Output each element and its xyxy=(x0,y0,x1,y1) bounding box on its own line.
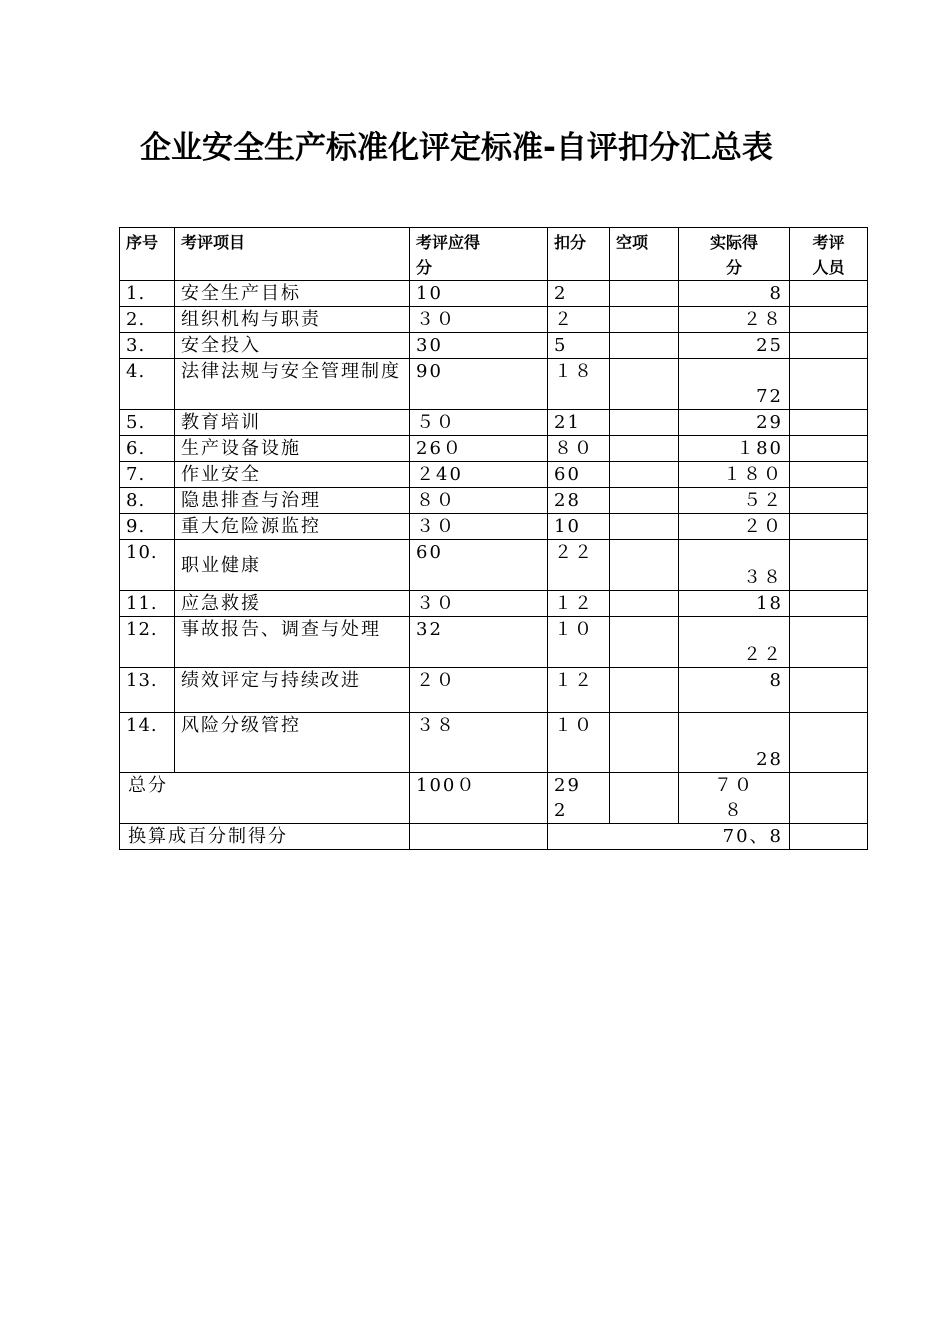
row-standard: ３０ xyxy=(410,591,548,617)
total-reviewer xyxy=(790,773,868,824)
table-row xyxy=(120,462,868,488)
row-reviewer xyxy=(790,307,868,333)
row-no: 11. xyxy=(120,591,175,617)
row-deduction: 10 xyxy=(548,514,610,540)
row-reviewer xyxy=(790,436,868,462)
row-actual: 28 xyxy=(679,713,790,773)
row-no: 3. xyxy=(120,333,175,359)
row-actual: ５２ xyxy=(679,488,790,514)
row-empty xyxy=(610,540,679,591)
table-row xyxy=(120,359,868,410)
row-deduction: 2 xyxy=(548,281,610,307)
row-reviewer xyxy=(790,591,868,617)
converted-row xyxy=(120,824,868,850)
row-empty xyxy=(610,713,679,773)
row-standard: ３０ xyxy=(410,307,548,333)
row-reviewer xyxy=(790,359,868,410)
page-title: 企业安全生产标准化评定标准-自评扣分汇总表 xyxy=(140,130,773,166)
row-standard: 30 xyxy=(410,333,548,359)
row-item: 应急救援 xyxy=(175,591,410,617)
row-no: 12. xyxy=(120,617,175,668)
row-empty xyxy=(610,488,679,514)
row-standard: ２０ xyxy=(410,668,548,713)
row-no: 1. xyxy=(120,281,175,307)
row-item: 教育培训 xyxy=(175,410,410,436)
table-row xyxy=(120,591,868,617)
table-row xyxy=(120,307,868,333)
converted-value: 70、8 xyxy=(548,824,790,850)
row-reviewer xyxy=(790,540,868,591)
header-row xyxy=(120,228,868,281)
row-empty xyxy=(610,514,679,540)
table-row xyxy=(120,410,868,436)
row-deduction: １０ xyxy=(548,617,610,668)
converted-blank xyxy=(410,824,548,850)
row-no: 8. xyxy=(120,488,175,514)
row-empty xyxy=(610,333,679,359)
row-deduction: 60 xyxy=(548,462,610,488)
row-actual: ２２ xyxy=(679,617,790,668)
total-deduction: 292 xyxy=(548,773,610,824)
converted-reviewer xyxy=(790,824,868,850)
row-deduction: ２ xyxy=(548,307,610,333)
row-actual: ３８ xyxy=(679,540,790,591)
row-deduction: 5 xyxy=(548,333,610,359)
total-row xyxy=(120,773,868,824)
table-row xyxy=(120,617,868,668)
row-reviewer xyxy=(790,668,868,713)
row-item: 生产设备设施 xyxy=(175,436,410,462)
row-item: 法律法规与安全管理制度 xyxy=(175,359,410,410)
row-reviewer xyxy=(790,281,868,307)
row-no: 9. xyxy=(120,514,175,540)
header-item: 考评项目 xyxy=(175,228,410,281)
row-deduction: １２ xyxy=(548,668,610,713)
table-row xyxy=(120,713,868,773)
total-actual: ７０８ xyxy=(679,773,790,824)
row-no: 7. xyxy=(120,462,175,488)
row-empty xyxy=(610,281,679,307)
row-actual: １80 xyxy=(679,436,790,462)
row-reviewer xyxy=(790,713,868,773)
row-no: 2. xyxy=(120,307,175,333)
table-row xyxy=(120,488,868,514)
row-actual: 29 xyxy=(679,410,790,436)
row-empty xyxy=(610,410,679,436)
row-empty xyxy=(610,359,679,410)
row-deduction: ８０ xyxy=(548,436,610,462)
row-actual: 8 xyxy=(679,668,790,713)
row-standard: 10 xyxy=(410,281,548,307)
row-standard: ３０ xyxy=(410,514,548,540)
row-empty xyxy=(610,617,679,668)
row-empty xyxy=(610,436,679,462)
row-deduction: １８ xyxy=(548,359,610,410)
row-reviewer xyxy=(790,488,868,514)
row-standard: ３８ xyxy=(410,713,548,773)
score-summary-table xyxy=(119,227,868,850)
table-row xyxy=(120,436,868,462)
row-item: 组织机构与职责 xyxy=(175,307,410,333)
row-standard: 32 xyxy=(410,617,548,668)
header-reviewer: 考评人员 xyxy=(790,228,868,281)
total-label: 总分 xyxy=(120,773,410,824)
row-item: 安全生产目标 xyxy=(175,281,410,307)
row-deduction: 28 xyxy=(548,488,610,514)
row-actual: １８０ xyxy=(679,462,790,488)
row-item: 绩效评定与持续改进 xyxy=(175,668,410,713)
row-reviewer xyxy=(790,333,868,359)
row-standard: 90 xyxy=(410,359,548,410)
row-reviewer xyxy=(790,514,868,540)
row-standard: ２40 xyxy=(410,462,548,488)
row-item: 隐患排查与治理 xyxy=(175,488,410,514)
row-reviewer xyxy=(790,410,868,436)
header-actual: 实际得分 xyxy=(679,228,790,281)
header-empty: 空项 xyxy=(610,228,679,281)
row-empty xyxy=(610,307,679,333)
row-standard: ８０ xyxy=(410,488,548,514)
row-actual: 18 xyxy=(679,591,790,617)
row-no: 4. xyxy=(120,359,175,410)
row-empty xyxy=(610,668,679,713)
table-row xyxy=(120,514,868,540)
row-no: 10. xyxy=(120,540,175,591)
row-no: 14. xyxy=(120,713,175,773)
row-standard: 60 xyxy=(410,540,548,591)
row-standard: 26０ xyxy=(410,436,548,462)
row-empty xyxy=(610,462,679,488)
total-standard: 100０ xyxy=(410,773,548,824)
row-no: 6. xyxy=(120,436,175,462)
row-reviewer xyxy=(790,462,868,488)
row-item: 安全投入 xyxy=(175,333,410,359)
row-actual: 8 xyxy=(679,281,790,307)
header-standard: 考评应得分 xyxy=(410,228,548,281)
row-item: 职业健康 xyxy=(175,540,410,591)
table-row xyxy=(120,333,868,359)
row-item: 风险分级管控 xyxy=(175,713,410,773)
row-actual: 25 xyxy=(679,333,790,359)
table-row xyxy=(120,668,868,713)
row-standard: ５０ xyxy=(410,410,548,436)
row-actual: ２０ xyxy=(679,514,790,540)
row-no: 13. xyxy=(120,668,175,713)
row-deduction: ２２ xyxy=(548,540,610,591)
header-no: 序号 xyxy=(120,228,175,281)
row-reviewer xyxy=(790,617,868,668)
table-row xyxy=(120,281,868,307)
row-no: 5. xyxy=(120,410,175,436)
converted-label: 换算成百分制得分 xyxy=(120,824,410,850)
header-deduction: 扣分 xyxy=(548,228,610,281)
row-deduction: 21 xyxy=(548,410,610,436)
row-item: 事故报告、调查与处理 xyxy=(175,617,410,668)
total-empty xyxy=(610,773,679,824)
table-row xyxy=(120,540,868,591)
row-deduction: １０ xyxy=(548,713,610,773)
row-actual: 72 xyxy=(679,359,790,410)
row-deduction: １２ xyxy=(548,591,610,617)
row-item: 作业安全 xyxy=(175,462,410,488)
row-item: 重大危险源监控 xyxy=(175,514,410,540)
row-empty xyxy=(610,591,679,617)
row-actual: ２８ xyxy=(679,307,790,333)
